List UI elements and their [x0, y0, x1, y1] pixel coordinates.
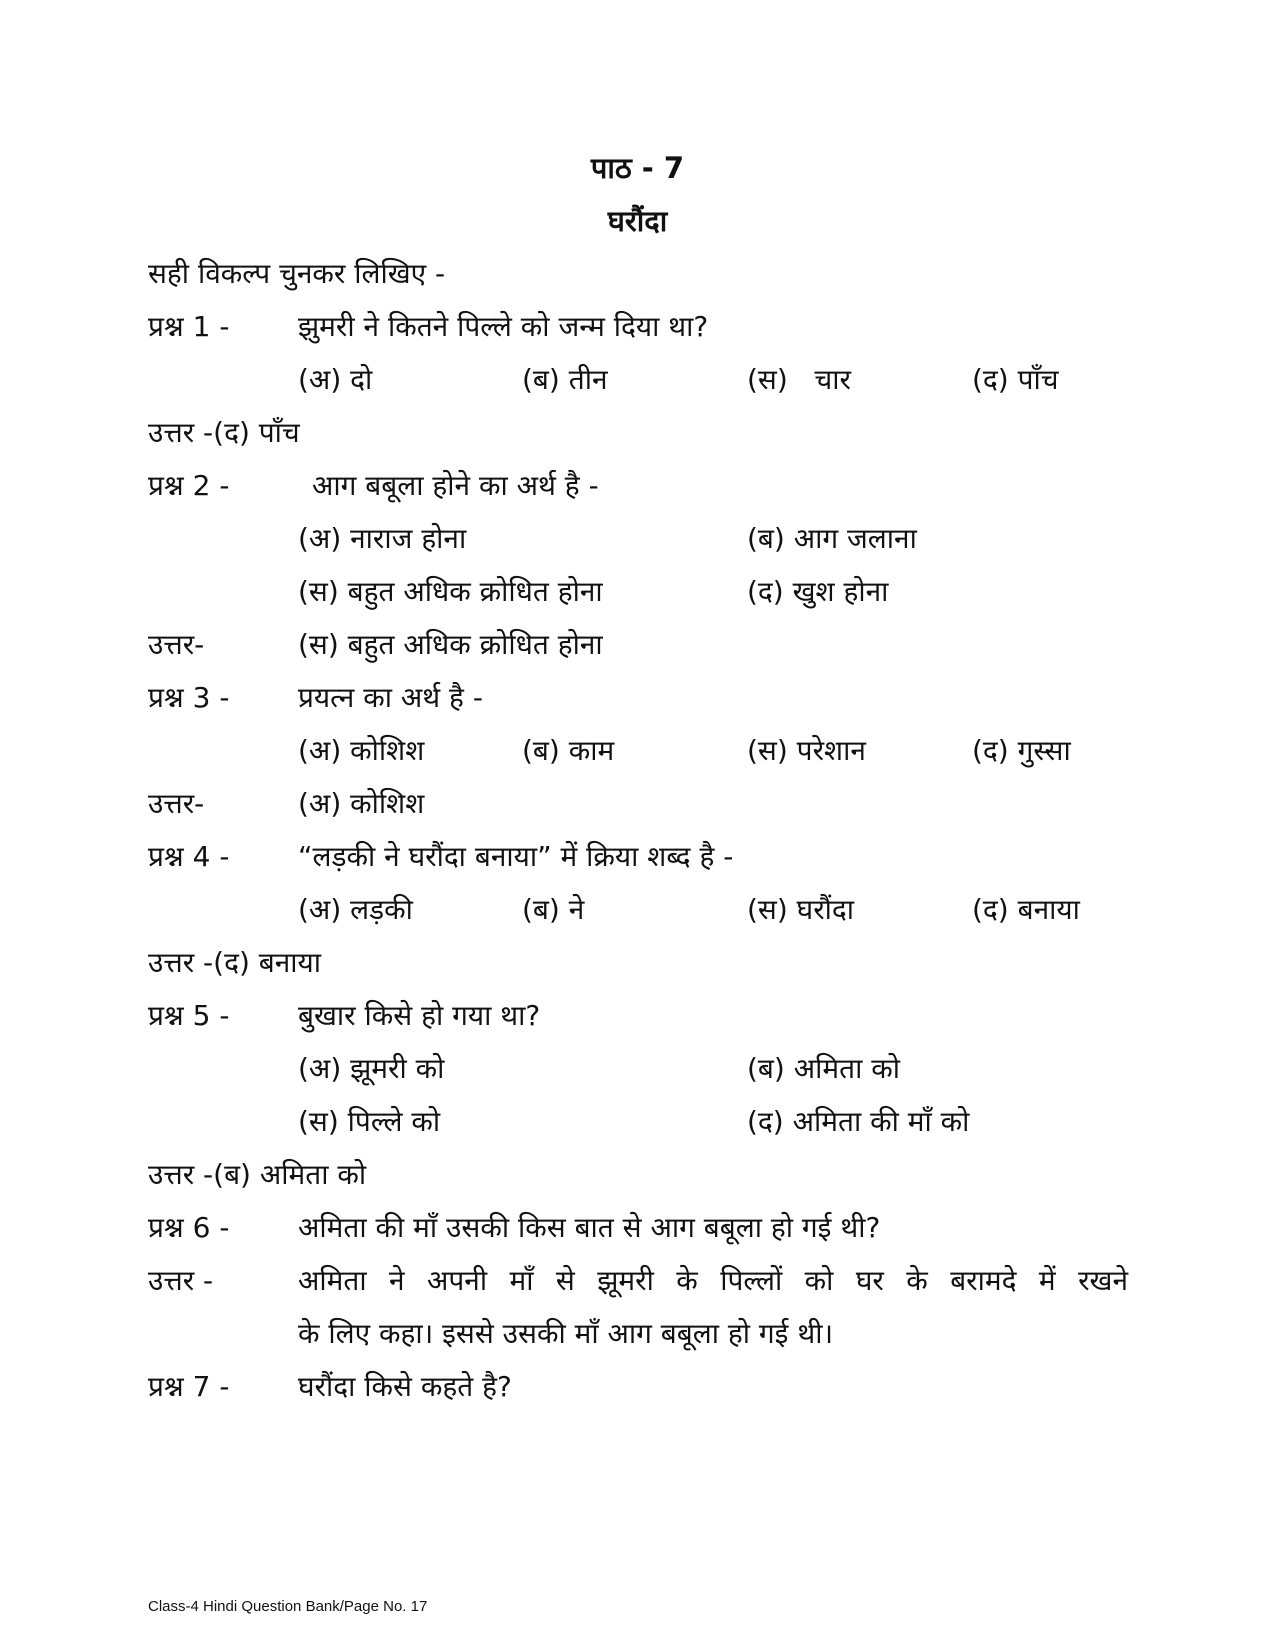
option: (द) पाँच [972, 363, 1059, 396]
question-text: “लड़की ने घरौंदा बनाया” में क्रिया शब्द है - [298, 840, 734, 873]
question-label: प्रश्न 7 - [148, 1370, 230, 1403]
answer-label: उत्तर- [148, 628, 205, 661]
option: (स) बहुत अधिक क्रोधित होना [298, 575, 603, 608]
question-label: प्रश्न 1 - [148, 310, 230, 343]
question-label: प्रश्न 3 - [148, 681, 230, 714]
option: (द) खुश होना [747, 575, 889, 608]
lesson-title: घरौंदा [607, 204, 668, 238]
question-label: प्रश्न 5 - [148, 999, 230, 1032]
question-text: बुखार किसे हो गया था? [298, 999, 541, 1032]
question-text: झुमरी ने कितने पिल्ले को जन्म दिया था? [298, 310, 709, 343]
page-footer: Class-4 Hindi Question Bank/Page No. 17 [148, 1598, 428, 1615]
question-text: घरौंदा किसे कहते है? [298, 1370, 512, 1403]
option: (अ) नाराज होना [298, 522, 467, 555]
option: (ब) आग जलाना [747, 522, 917, 555]
option: (ब) अमिता को [747, 1052, 900, 1085]
question-label: प्रश्न 2 - [148, 469, 230, 502]
question-text: प्रयत्न का अर्थ है - [298, 681, 483, 714]
question-text: अमिता की माँ उसकी किस बात से आग बबूला हो गई थी? [298, 1211, 881, 1244]
answer-text: (स) बहुत अधिक क्रोधित होना [298, 628, 603, 661]
lesson-number: पाठ - 7 [590, 151, 685, 185]
option: (स) चार [747, 363, 851, 396]
answer-text: (अ) कोशिश [298, 787, 425, 820]
question-label: प्रश्न 4 - [148, 840, 230, 873]
option: (ब) ने [522, 893, 585, 926]
instruction: सही विकल्प चुनकर लिखिए - [148, 257, 446, 290]
option: (स) पिल्ले को [298, 1105, 441, 1138]
option: (स) परेशान [747, 734, 866, 767]
answer-text: अमिता ने अपनी माँ से झूमरी के पिल्लों को घर के बरामदे में रखने [298, 1264, 1128, 1297]
answer-label: उत्तर - [148, 1264, 214, 1297]
answer-text: के लिए कहा। इससे उसकी माँ आग बबूला हो गई थी। [298, 1317, 834, 1350]
option: (अ) कोशिश [298, 734, 425, 767]
option: (अ) लड़की [298, 893, 413, 926]
option: (द) अमिता की माँ को [747, 1105, 970, 1138]
question-text: आग बबूला होने का अर्थ है - [312, 469, 599, 502]
answer-label: उत्तर- [148, 787, 205, 820]
option: (अ) झूमरी को [298, 1052, 445, 1085]
option: (अ) दो [298, 363, 373, 396]
question-label: प्रश्न 6 - [148, 1211, 230, 1244]
answer-label: उत्तर -(ब) अमिता को [148, 1158, 367, 1191]
option: (ब) तीन [522, 363, 608, 396]
option: (स) घरौंदा [747, 893, 855, 926]
option: (ब) काम [522, 734, 615, 767]
answer-label: उत्तर -(द) बनाया [148, 946, 322, 979]
option: (द) गुस्सा [972, 734, 1071, 767]
answer-label: उत्तर -(द) पाँच [148, 416, 300, 449]
option: (द) बनाया [972, 893, 1080, 926]
